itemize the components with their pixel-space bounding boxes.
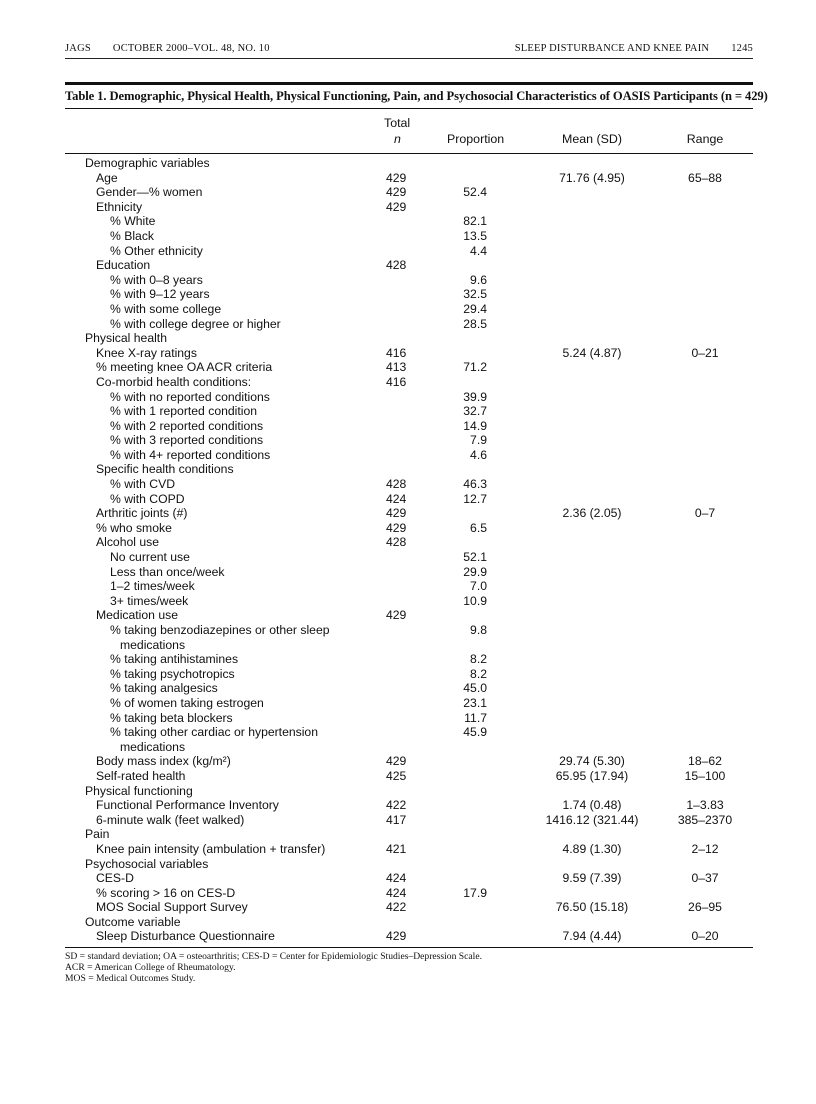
cell-proportion: 6.5 [470, 520, 487, 535]
row-label: % meeting knee OA ACR criteria [96, 360, 273, 375]
cell-n: 428 [386, 535, 407, 550]
table-row [0, 784, 816, 799]
table-row [0, 360, 816, 375]
header-range: Range [686, 132, 724, 146]
cell-mean-sd: 76.50 (15.18) [555, 900, 629, 915]
cell-proportion: 8.2 [470, 666, 487, 681]
header-total: Total [384, 116, 411, 130]
row-label: % who smoke [96, 520, 172, 535]
cell-n: 413 [386, 360, 407, 375]
table-row [0, 900, 816, 915]
cell-proportion: 9.6 [470, 272, 487, 287]
row-label: Functional Performance Inventory [96, 798, 279, 813]
row-label: % with college degree or higher [110, 316, 281, 331]
cell-n: 429 [386, 185, 407, 200]
cell-proportion: 4.6 [470, 447, 487, 462]
cell-proportion: 13.5 [463, 228, 487, 243]
cell-proportion: 52.1 [463, 550, 487, 565]
row-label: No current use [110, 550, 190, 565]
row-label: % with some college [110, 301, 222, 316]
cell-proportion: 39.9 [463, 389, 487, 404]
cell-range: 65–88 [688, 170, 722, 185]
cell-range: 0–37 [691, 871, 719, 886]
row-label: Psychosocial variables [85, 856, 209, 871]
journal-name: JAGS [65, 43, 91, 54]
cell-n: 424 [386, 871, 407, 886]
cell-n: 416 [386, 345, 407, 360]
header-proportion: Proportion [447, 132, 505, 146]
caption-rule [65, 108, 753, 109]
cell-proportion: 10.9 [463, 593, 487, 608]
cell-mean-sd: 71.76 (4.95) [559, 170, 625, 185]
cell-n: 421 [386, 841, 407, 856]
row-label: Less than once/week [110, 564, 225, 579]
row-label: % of women taking estrogen [110, 695, 264, 710]
cell-proportion: 32.5 [463, 287, 487, 302]
row-label: Knee X-ray ratings [96, 345, 197, 360]
row-label: % with CVD [110, 477, 176, 492]
cell-n: 425 [386, 768, 407, 783]
row-label: Demographic variables [85, 156, 210, 170]
row-label: Knee pain intensity (ambulation + transfer) [96, 841, 326, 856]
row-label: Outcome variable [85, 914, 181, 929]
table-row [0, 886, 816, 901]
table-row [0, 156, 816, 171]
cell-range: 385–2370 [677, 812, 733, 827]
cell-n: 429 [386, 170, 407, 185]
section-title: SLEEP DISTURBANCE AND KNEE PAIN [514, 43, 710, 54]
table-row [0, 754, 816, 769]
table-footnotes [65, 952, 482, 984]
footnote: ACR = American College of Rheumatology. [65, 961, 236, 973]
table-row [0, 506, 816, 521]
cell-proportion: 7.0 [470, 579, 487, 594]
table-row [0, 200, 816, 215]
cell-proportion: 45.0 [463, 681, 487, 696]
header-rule [65, 58, 753, 59]
cell-proportion: 82.1 [463, 214, 487, 229]
row-label: 6-minute walk (feet walked) [96, 812, 245, 827]
row-label: % taking other cardiac or hypertension [110, 725, 318, 740]
cell-mean-sd: 2.36 (2.05) [562, 506, 622, 521]
row-label: Alcohol use [96, 535, 160, 550]
table-row [0, 302, 816, 317]
cell-n: 428 [386, 258, 407, 273]
column-header-rule [65, 153, 753, 154]
footnote: SD = standard deviation; OA = osteoarthritis; CES-D = Center for Epidemiologic Studies–Depression Scale. [65, 951, 482, 962]
table-row [0, 565, 816, 580]
table-row [0, 535, 816, 550]
table-row [0, 623, 816, 638]
table-row [0, 185, 816, 200]
table-row [0, 171, 816, 186]
row-label: Medication use [96, 608, 178, 623]
cell-mean-sd: 29.74 (5.30) [559, 754, 625, 769]
table-row [0, 608, 816, 623]
row-label: % taking benzodiazepines or other sleep [110, 623, 330, 637]
cell-proportion: 9.8 [470, 623, 487, 637]
table-row [0, 638, 816, 653]
table-row [0, 740, 816, 755]
page-number: 1245 [731, 43, 753, 54]
cell-range: 18–62 [688, 754, 722, 769]
table-row [0, 448, 816, 463]
row-label: % with 3 reported conditions [110, 433, 264, 448]
cell-mean-sd: 1.74 (0.48) [562, 798, 622, 813]
row-label: 1–2 times/week [110, 579, 195, 594]
cell-mean-sd: 5.24 (4.87) [562, 345, 622, 360]
cell-proportion: 46.3 [463, 477, 487, 492]
table-row [0, 813, 816, 828]
row-label: % with 0–8 years [110, 272, 203, 287]
cell-proportion: 28.5 [463, 316, 487, 331]
table-row [0, 419, 816, 434]
row-label: % scoring > 16 on CES-D [96, 885, 236, 900]
cell-n: 429 [386, 520, 407, 535]
cell-proportion: 7.9 [470, 433, 487, 448]
table-row [0, 579, 816, 594]
table-caption: Table 1. Demographic, Physical Health, Physical Functioning, Pain, and Psychosocial Characteristics of OASIS Participants (n = 429) [65, 89, 768, 103]
cell-n: 429 [386, 608, 407, 623]
cell-mean-sd: 9.59 (7.39) [562, 871, 622, 886]
cell-range: 1–3.83 [686, 798, 724, 813]
cell-range: 2–12 [691, 841, 719, 856]
table-bottom-rule [65, 947, 753, 948]
table-row [0, 462, 816, 477]
table-top-rule [65, 82, 753, 85]
row-label: Physical functioning [85, 783, 193, 798]
cell-proportion: 71.2 [463, 360, 487, 375]
table-row [0, 273, 816, 288]
row-label: Arthritic joints (#) [96, 506, 188, 521]
cell-proportion: 4.4 [470, 243, 487, 258]
cell-n: 422 [386, 798, 407, 813]
footnote: MOS = Medical Outcomes Study. [65, 972, 196, 984]
cell-n: 429 [386, 929, 407, 944]
cell-proportion: 52.4 [463, 185, 487, 200]
table-row [0, 214, 816, 229]
table-row [0, 244, 816, 259]
row-label: % with 2 reported conditions [110, 418, 264, 433]
table-row [0, 404, 816, 419]
row-label: % with 9–12 years [110, 287, 210, 302]
cell-proportion: 14.9 [463, 418, 487, 433]
table-row [0, 390, 816, 405]
cell-mean-sd: 65.95 (17.94) [555, 768, 629, 783]
table-row [0, 258, 816, 273]
row-label: Sleep Disturbance Questionnaire [96, 929, 275, 944]
issue-info: OCTOBER 2000–VOL. 48, NO. 10 [112, 43, 270, 54]
row-label: Ethnicity [96, 199, 143, 214]
cell-range: 0–21 [691, 345, 719, 360]
table-row [0, 594, 816, 609]
table-row [0, 871, 816, 886]
table-row [0, 550, 816, 565]
cell-n: 429 [386, 199, 407, 214]
row-label: % Black [110, 228, 155, 243]
table-row [0, 929, 816, 944]
running-head [65, 43, 753, 54]
row-label: % taking antihistamines [110, 652, 239, 667]
row-label: medications [120, 739, 186, 754]
cell-n: 428 [386, 477, 407, 492]
table-row [0, 331, 816, 346]
table-row [0, 667, 816, 682]
row-label: % Other ethnicity [110, 243, 203, 258]
table-row [0, 375, 816, 390]
cell-mean-sd: 7.94 (4.44) [562, 929, 622, 944]
table-row [0, 229, 816, 244]
cell-n: 429 [386, 506, 407, 521]
cell-range: 0–20 [691, 929, 719, 944]
table-row [0, 681, 816, 696]
table-row [0, 711, 816, 726]
row-label: CES-D [96, 871, 134, 886]
table-row [0, 652, 816, 667]
row-label: Self-rated health [96, 768, 186, 783]
cell-mean-sd: 1416.12 (321.44) [545, 812, 639, 827]
row-label: Pain [85, 827, 110, 842]
row-label: Gender—% women [96, 185, 203, 200]
cell-proportion: 12.7 [463, 491, 487, 506]
cell-proportion: 45.9 [463, 725, 487, 740]
table-row [0, 725, 816, 740]
table-row [0, 827, 816, 842]
cell-n: 429 [386, 754, 407, 769]
row-label: MOS Social Support Survey [96, 900, 248, 915]
cell-n: 416 [386, 374, 407, 389]
table-row [0, 346, 816, 361]
cell-range: 15–100 [684, 768, 726, 783]
cell-proportion: 11.7 [464, 710, 487, 725]
cell-range: 26–95 [688, 900, 722, 915]
cell-range: 0–7 [694, 506, 716, 521]
row-label: % with COPD [110, 491, 185, 506]
cell-proportion: 29.4 [463, 301, 487, 316]
row-label: Physical health [85, 331, 167, 346]
row-label: % taking psychotropics [110, 666, 235, 681]
row-label: % taking beta blockers [110, 710, 233, 725]
table-row [0, 477, 816, 492]
row-label: Specific health conditions [96, 462, 234, 477]
row-label: % with 1 reported condition [110, 404, 258, 419]
header-n: n [394, 132, 401, 146]
cell-n: 417 [386, 812, 407, 827]
row-label: % with no reported conditions [110, 389, 270, 404]
row-label: % White [110, 214, 156, 229]
cell-proportion: 29.9 [463, 564, 487, 579]
cell-n: 424 [386, 885, 407, 900]
row-label: Co-morbid health conditions: [96, 374, 252, 389]
table-row [0, 287, 816, 302]
row-label: % taking analgesics [110, 681, 218, 696]
row-label: Age [96, 170, 118, 185]
cell-proportion: 23.1 [463, 695, 487, 710]
row-label: % with 4+ reported conditions [110, 447, 271, 462]
table-row [0, 317, 816, 332]
table-body [0, 156, 816, 944]
table-row [0, 492, 816, 507]
table-row [0, 769, 816, 784]
header-mean-sd: Mean (SD) [562, 132, 622, 146]
cell-proportion: 17.9 [463, 885, 487, 900]
cell-n: 424 [386, 491, 407, 506]
table-row [0, 842, 816, 857]
table-row [0, 915, 816, 930]
table-row [0, 521, 816, 536]
table-row [0, 798, 816, 813]
table-row [0, 433, 816, 448]
table-row [0, 857, 816, 872]
table-row [0, 696, 816, 711]
row-label: medications [120, 637, 186, 652]
row-label: Education [96, 258, 151, 273]
cell-mean-sd: 4.89 (1.30) [562, 841, 622, 856]
cell-proportion: 32.7 [463, 404, 487, 419]
row-label: 3+ times/week [110, 593, 189, 608]
cell-n: 422 [386, 900, 407, 915]
cell-proportion: 8.2 [470, 652, 487, 667]
row-label: Body mass index (kg/m²) [96, 754, 231, 769]
